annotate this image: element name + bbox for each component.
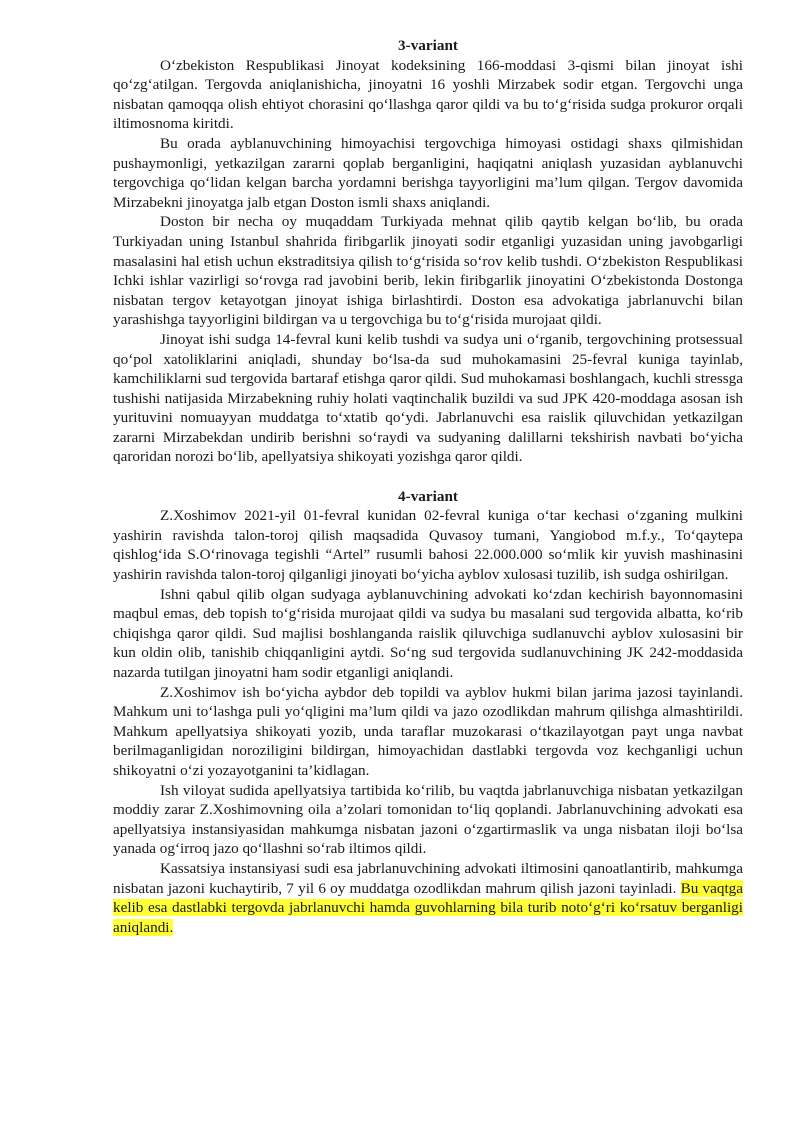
paragraph: Z.Xoshimov 2021-yil 01-fevral kunidan 02-fevral kuniga o‘tar kechasi o‘zganing mulkini yashirin ravishda talon-toroj qilish maqsadida Quvasoy tumani, Yangiobod m.f.y., To‘qaytepa qishlog‘ida S.O‘rinovaga tegishli “Artel” rusumli bahosi 22.000.000 so‘mlik kir yuvish mashinasini yashirin ravishda talon-toroj qilganligi jinoyati bo‘yicha ayblov xulosasi tuzilib, ish sudga oshirilgan. (113, 507, 743, 584)
paragraph: O‘zbekiston Respublikasi Jinoyat kodeksining 166-moddasi 3-qismi bilan jinoyat ishi qo‘zg‘atilgan. Tergovda aniqlanishicha, jinoyatni 16 yoshli Mirzabek sodir etgan. Tergovchi unga nisbatan qamoqqa olish ehtiyot chorasini qo‘llashga qaror qildi va bu to‘g‘risida sudga prokuror orqali iltimosnoma kiritdi. (113, 56, 743, 133)
highlighted-sentence: Bu vaqtga kelib esa dastlabki tergovda jabrlanuvchi hamda guvohlarning bila turib noto‘g‘ri ko‘rsatuv berganligi aniqlandi. (113, 879, 744, 936)
paragraph: Bu orada ayblanuvchining himoyachisi tergovchiga himoyasi ostidagi shaxs qilmishidan pushaymonligi, yetkazilgan zararni qoplab berganligini, haqiqatni aniqlash yuzasidan ayblanuvchi tergovchiga qo‘lidan kelgan barcha yordamni berishga tayyorligini ma’lum qilgan. Tergov davomida Mirzabekni jinoyatga jalb etgan Doston ismli shaxs aniqlandi. (113, 134, 743, 211)
section-heading-variant-3: 3-variant (398, 37, 458, 54)
paragraph: Doston bir necha oy muqaddam Turkiyada mehnat qilib qaytib kelgan bo‘lib, bu orada Turkiyadan uning Istanbul shahrida firibgarlik jinoyati sodir etganligi yuzasidan uning javobgarligi masalasini hal etish uchun ekstraditsiya qilish to‘g‘risida so‘rov kelib tushdi. O‘zbekiston Respublikasi Ichki ishlar vazirligi so‘rovga rad javobini berib, lekin firibgarlik jinoyatini O‘zbekistonda Dostonga nisbatan tergov ketayotgan jinoyat ishiga birlashtirdi. Doston esa advokatiga jabrlanuvchi bilan yarashishga tayyorligini bildirgan va u tergovchiga bu to‘g‘risida murojaat qildi. (113, 213, 743, 329)
paragraph: Ish viloyat sudida apellyatsiya tartibida ko‘rilib, bu vaqtda jabrlanuvchiga nisbatan yetkazilgan moddiy zarar Z.Xoshimovning oila a’zolari tomonidan to‘liq qoplandi. Jabrlanuvchining advokati esa apellyatsiya instansiyasidan mahkumga nisbatan jazoni o‘zgartirmaslik va unga nisbatan iloji bo‘lsa yanada og‘irroq jazo qo‘llashni so‘rab iltimos qildi. (113, 781, 743, 858)
paragraph-text: Kassatsiya instansiyasi sudi esa jabrlanuvchining advokati iltimosini qanoatlantirib, mahkumga nisbatan jazoni kuchaytirib, 7 yil 6 oy muddatga ozodlikdan mahrum qilish jazoni tayinladi. (113, 859, 743, 897)
paragraph: Ishni qabul qilib olgan sudyaga ayblanuvchining advokati ko‘zdan kechirish bayonnomasini maqbul emas, deb topish to‘g‘risida murojaat qildi va sudya bu masalani sud tergovida albatta, ko‘rib chiqishga qaror qildi. Sud majlisi boshlanganda raislik qiluvchiga sudlanuvchi ayblov xulosasini bir kun oldin olib, tanishib chiqqanligini aytdi. So‘ng sud tergovida sudlanuvchining JK 242-moddasida nazarda tutilgan jinoyatni ham sodir etganligi aniqlandi. (113, 585, 743, 681)
document-page (113, 36, 743, 937)
paragraph-last (113, 859, 743, 937)
paragraph: Jinoyat ishi sudga 14-fevral kuni kelib tushdi va sudya uni o‘rganib, tergovchining protsessual qo‘pol xatoliklarini aniqladi, shunday bo‘lsa-da sud muhokamasini 25-fevral kuniga tayinlab, kamchiliklarni sud tergovida bartaraf etishga qaror qildi. Sud muhokamasi boshlangach, kuchli stressga tushishi natijasida Mirzabekning ruhiy holati vaqtinchalik buzildi va sud JPK 420-moddaga asosan ish yurituvini nomuayyan muddatga to‘xtatib qo‘ydi. Jabrlanuvchi esa raislik qiluvchidan yetkazilgan zararni Mirzabekdan undirib berishni so‘raydi va sudyaning dalillarni tekshirish navbati bo‘yicha qaroridan norozi bo‘lib, apellyatsiya shikoyati yozishga qaror qildi. (113, 330, 743, 466)
paragraph: Z.Xoshimov ish bo‘yicha aybdor deb topildi va ayblov hukmi bilan jarima jazosi tayinlandi. Mahkum uni to‘lashga puli yo‘qligini ma’lum qildi va jazo ozodlikdan mahrum qilishga almashtirildi. Mahkum apellyatsiya shikoyati yozib, unda taraflar muzokarasi o‘tkazilayotgan payt unga navbat berilmaganligidan noroziligini bildirgan, himoyachidan dastlabki tergovda voz kechganligi uchun shikoyatni o‘zi yozayotganini ta’kidlagan. (113, 683, 743, 779)
section-heading-variant-4: 4-variant (398, 487, 458, 505)
